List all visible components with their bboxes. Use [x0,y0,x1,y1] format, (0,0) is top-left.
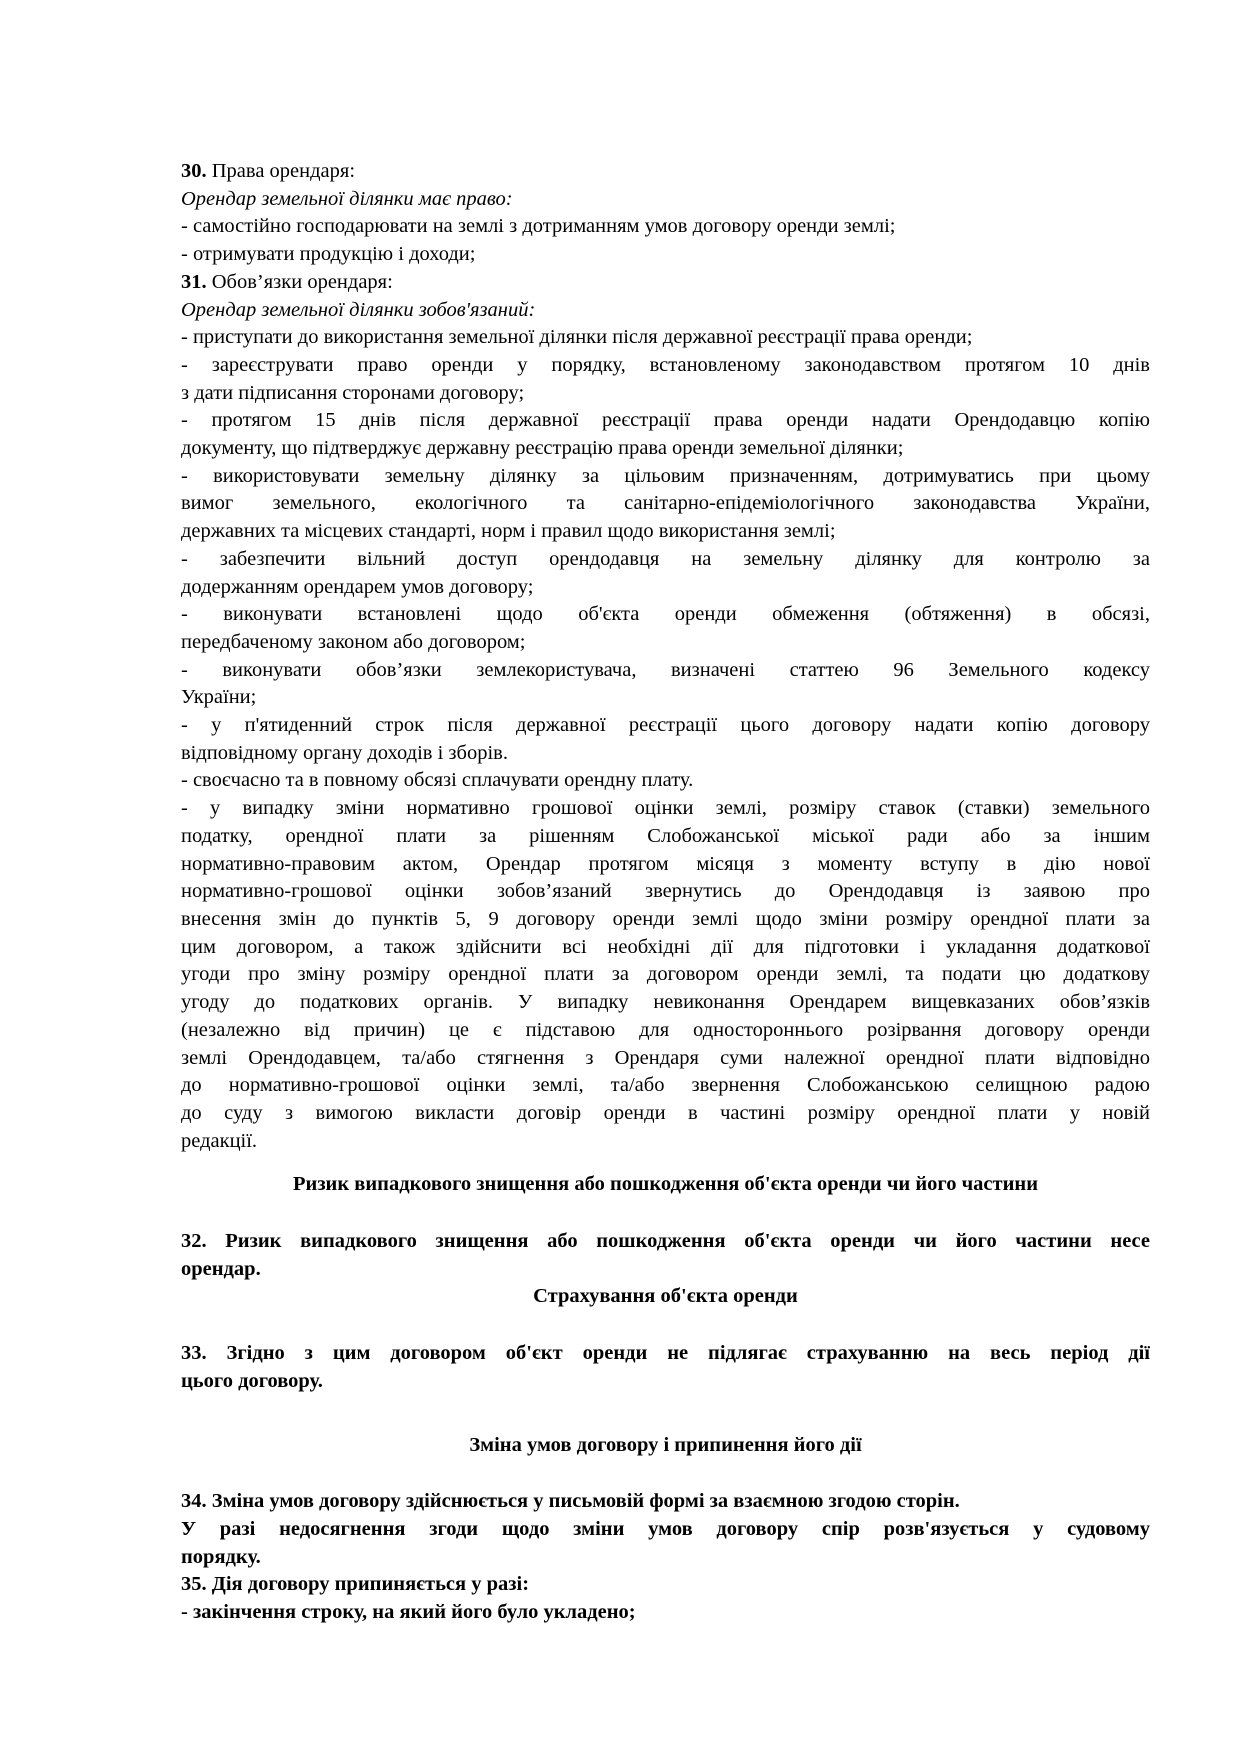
text-line [181,407,1150,435]
line-text: - своєчасно та в повному обсязі сплачувати орендну плату. [181,769,694,792]
line-text: нормативно-грошової оцінки зобов’язаний звернутись до Орендодавця із заявою про [181,880,1150,903]
text-line [181,158,1150,186]
clause-number: 31. [181,270,207,293]
text-line [181,1128,1150,1156]
line-text: з дати підписання сторонами договору; [181,381,525,404]
line-text: Зміна умов договору здійснюється у письмовій формі за взаємною згодою сторін. [211,1490,960,1513]
line-text: Ризик випадкового знищення або пошкодження об'єкта оренди чи його частини несе [225,1230,1150,1253]
line-text: до нормативно-грошової оцінки землі, та/або звернення Слобожанською селищною радою [181,1074,1150,1097]
text-line [181,767,1150,795]
text-line [181,934,1150,962]
text-line [181,684,1150,712]
paragraph [181,352,1150,407]
text-line [181,1340,1150,1368]
line-text: відповідному органу доходів і зборів. [181,741,508,764]
clause-35 [181,1571,1150,1599]
line-text: - самостійно господарювати на землі з дотриманням умов договору оренди землі; [181,215,896,238]
text-line [181,324,1150,352]
text-line [181,851,1150,879]
paragraph [181,657,1150,712]
line-text: Дія договору припиняється у разі: [211,1573,530,1596]
paragraph [181,241,1150,269]
text-line [181,546,1150,574]
text-line [181,1045,1150,1073]
line-text: Обов’язки орендаря: [211,270,393,293]
line-text: - виконувати встановлені щодо об'єкта оренди обмеження (обтяження) в обсязі, [181,603,1150,626]
text-line [181,1599,1150,1627]
paragraph [181,767,1150,795]
paragraph [181,186,1150,214]
text-line [181,629,1150,657]
text-line [181,1256,1150,1284]
line-text: цього договору. [181,1369,323,1392]
clause-number: 35. [181,1573,207,1596]
text-line [181,1571,1150,1599]
paragraph [181,407,1150,462]
text-line [181,657,1150,685]
text-line [181,906,1150,934]
line-text: - закінчення строку, на який його було укладено; [181,1601,636,1624]
line-text: угоди про зміну розміру орендної плати за договором оренди землі, та подати цю додаткову [181,963,1150,986]
text-line [181,878,1150,906]
text-line [181,1516,1150,1544]
line-text: цим договором, а також здійснити всі необхідні дії для підготовки і укладання додаткової [181,935,1150,958]
line-text: нормативно-правовим актом, Орендар протягом місяця з моменту вступу в дію нової [181,852,1150,875]
line-text: Орендар земельної ділянки зобов'язаний: [181,298,536,321]
clause-32 [181,1228,1150,1283]
text-line [181,463,1150,491]
text-line [181,601,1150,629]
section-heading [181,1283,1150,1311]
line-text: Орендар земельної ділянки має право: [181,187,513,210]
text-line [181,795,1150,823]
text-line [181,435,1150,463]
text-line [181,213,1150,241]
clause-number: 33. [181,1342,207,1365]
line-text: Права орендаря: [211,160,356,182]
line-text: внесення змін до пунктів 5, 9 договору оренди землі щодо зміни розміру орендної плати за [181,907,1150,930]
paragraph [181,1516,1150,1571]
text-line [181,740,1150,768]
paragraph [181,297,1150,325]
text-line [181,1228,1150,1256]
line-text: землі Орендодавцем, та/або стягнення з Орендаря суми належної орендної плати відповідно [181,1046,1150,1069]
paragraph [181,795,1150,1155]
text-line [181,989,1150,1017]
line-text: редакції. [181,1129,258,1152]
line-text: - приступати до використання земельної ділянки після державної реєстрації права оренди; [181,326,973,349]
clause-30 [181,158,1150,186]
line-text: Згідно з цим договором об'єкт оренди не підлягає страхуванню на весь період дії [226,1342,1151,1365]
line-text: документу, що підтверджує державну реєстрацію права оренди земельної ділянки; [181,437,904,460]
text-line [181,1432,1150,1460]
line-text: вимог земельного, екологічного та санітарно-епідеміологічного законодавства України, [181,492,1150,515]
line-text: - використовувати земельну ділянку за цільовим призначенням, дотримуватись при цьому [181,464,1150,487]
line-text: до суду з вимогою викласти договір оренди в частині розміру орендної плати у новій [181,1101,1150,1124]
paragraph [181,324,1150,352]
paragraph [181,1599,1150,1627]
clause-number: 30. [181,160,207,182]
line-text: - отримувати продукцію і доходи; [181,243,476,266]
text-line [181,1072,1150,1100]
paragraph [181,546,1150,601]
text-line [181,518,1150,546]
line-text: порядку. [181,1545,261,1568]
text-line [181,1488,1150,1516]
text-line [181,241,1150,269]
line-text: орендар. [181,1257,261,1280]
line-text: У разі недосягнення згоди щодо зміни умов договору спір розв'язується у судовому [181,1517,1150,1540]
text-line [181,352,1150,380]
clause-number: 32. [181,1230,207,1253]
paragraph [181,213,1150,241]
line-text: податку, орендної плати за рішенням Слобожанської міської ради або за іншим [181,824,1150,847]
text-line [181,1100,1150,1128]
line-text: угоду до податкових органів. У випадку невиконання Орендарем вищевказаних обов’язків [181,991,1150,1014]
document-page [181,158,1150,1627]
text-line [181,490,1150,518]
clause-34 [181,1488,1150,1516]
section-heading [181,1171,1150,1199]
line-text: - у п'ятиденний строк після державної реєстрації цього договору надати копію договору [181,714,1150,737]
line-text: - забезпечити вільний доступ орендодавця на земельну ділянку для контролю за [181,547,1150,570]
clause-33 [181,1340,1150,1395]
section-heading [181,1432,1150,1460]
text-line [181,961,1150,989]
paragraph [181,712,1150,767]
text-line [181,297,1150,325]
text-line [181,1017,1150,1045]
line-text: - у випадку зміни нормативно грошової оцінки землі, розміру ставок (ставки) земельного [181,797,1150,820]
line-text: Зміна умов договору і припинення його дії [469,1433,862,1456]
text-line [181,269,1150,297]
line-text: - виконувати обов’язки землекористувача, визначені статтею 96 Земельного кодексу [181,658,1150,681]
line-text: України; [181,686,257,709]
line-text: додержанням орендарем умов договору; [181,575,534,598]
line-text: передбаченому законом або договором; [181,630,526,653]
text-line [181,574,1150,602]
line-text: Страхування об'єкта оренди [533,1285,798,1308]
clause-number: 34. [181,1490,207,1513]
line-text: - зареєструвати право оренди у порядку, встановленому законодавством протягом 10 днів [181,353,1150,376]
text-line [181,1544,1150,1572]
text-line [181,712,1150,740]
text-line [181,1283,1150,1311]
clause-31 [181,269,1150,297]
line-text: державних та місцевих стандарті, норм і правил щодо використання землі; [181,520,836,543]
text-line [181,186,1150,214]
text-line [181,823,1150,851]
paragraph [181,601,1150,656]
line-text: (незалежно від причин) це є підставою для одностороннього розірвання договору оренди [181,1018,1150,1041]
text-line [181,380,1150,408]
line-text: Ризик випадкового знищення або пошкодження об'єкта оренди чи його частини [292,1173,1039,1196]
line-text: - протягом 15 днів після державної реєстрації права оренди надати Орендодавцю копію [181,409,1150,432]
paragraph [181,463,1150,546]
text-line [181,1171,1150,1199]
text-line [181,1368,1150,1396]
